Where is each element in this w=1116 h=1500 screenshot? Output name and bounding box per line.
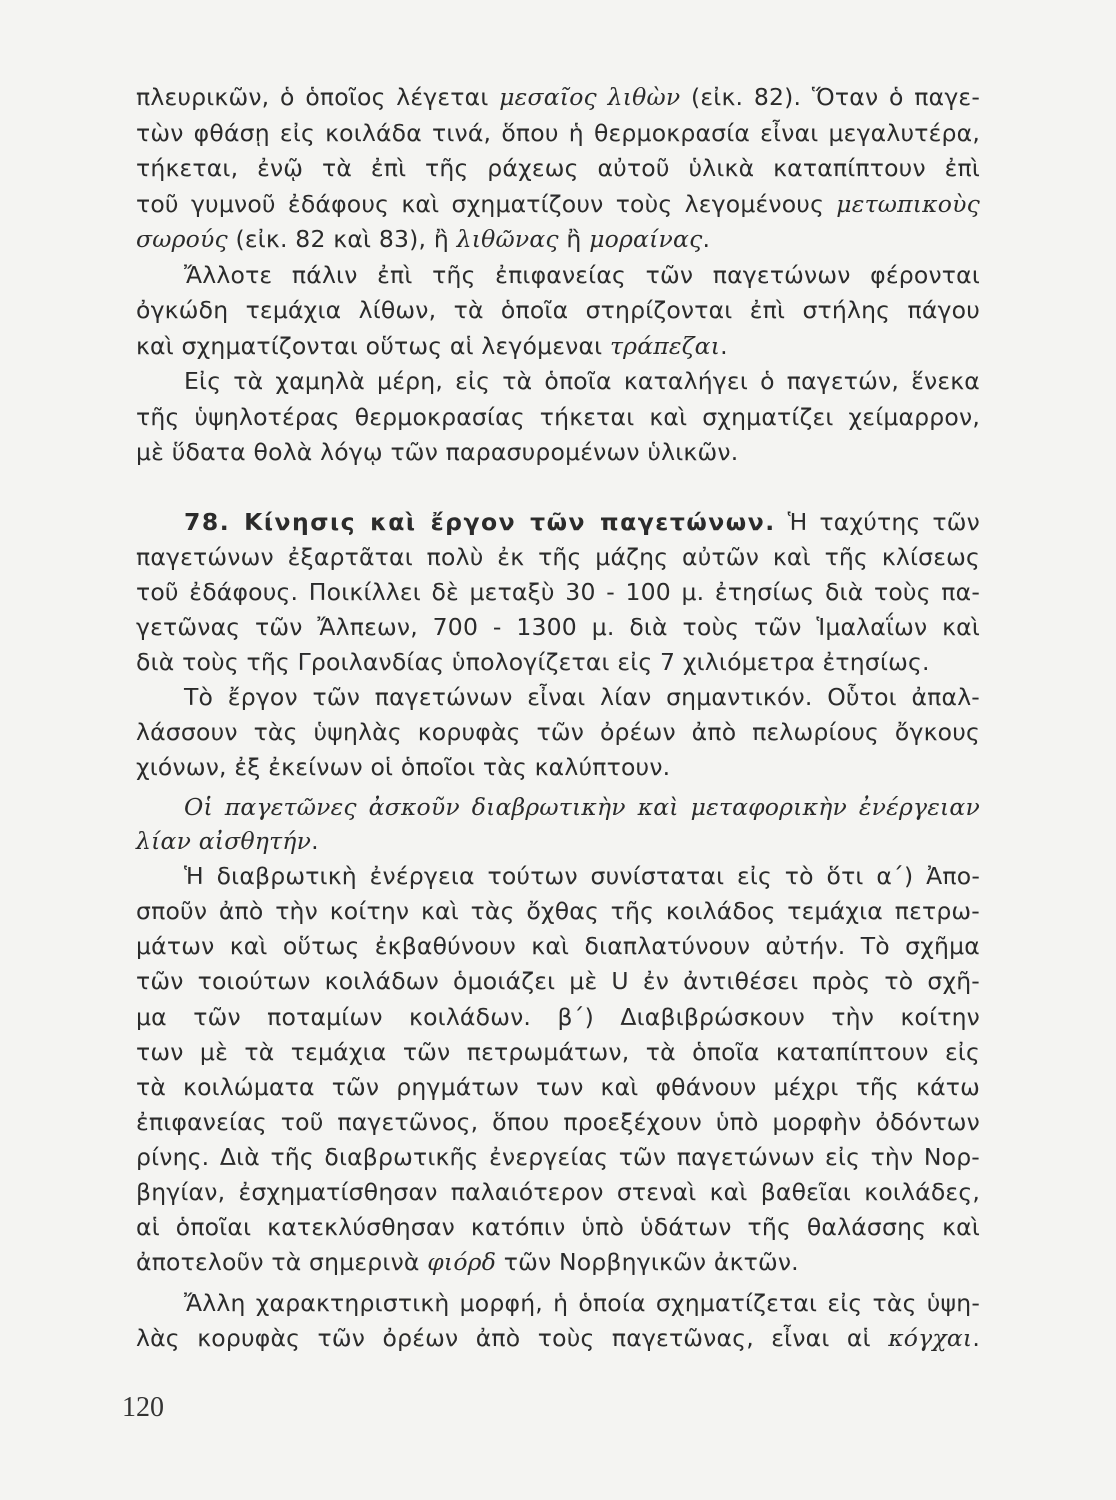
italic-term: σωρούς (136, 225, 228, 253)
italic-term: κόγχαι (888, 1324, 973, 1352)
text-line-14: τοῦ ἐδάφους. Ποικίλλει δὲ μεταξὺ 30 - 100 μ. ἐτησίως διὰ τοὺς πα- (136, 578, 980, 606)
text-line-2: τὼν φθάσῃ εἰς κοιλάδα τινά, ὅπου ἡ θερμοκρασία εἶναι μεγαλυτέρα, (136, 119, 980, 147)
text-line-26: μα τῶν ποταμίων κοιλάδων. β΄) Διαβιβρώσκουν τὴν κοίτην (136, 1003, 980, 1031)
text-line-23: σποῦν ἀπὸ τὴν κοίτην καὶ τὰς ὄχθας τῆς κοιλάδος τεμάχια πετρω- (136, 897, 980, 925)
text-segment: . (720, 332, 728, 360)
text-line-18: λάσσουν τὰς ὑψηλὰς κορυφὰς τῶν ὀρέων ἀπὸ πελωρίους ὄγκους (136, 718, 980, 746)
text-line-20 (184, 793, 980, 821)
text-line-21 (136, 827, 980, 855)
text-line-34: Ἄλλη χαρακτηριστικὴ μορφή, ἡ ὁποία σχηματίζεται εἰς τὰς ὑψη- (184, 1289, 980, 1317)
text-line-15: γετῶνας τῶν Ἄλπεων, 700 - 1300 μ. διὰ τοὺς τῶν Ἱμαλαΐων καὶ (136, 613, 980, 641)
text-line-22: Ἡ διαβρωτικὴ ἐνέργεια τούτων συνίσταται εἰς τὸ ὅτι α΄) Ἀπο- (184, 862, 980, 890)
text-segment: τοῦ γυμνοῦ ἐδάφους καὶ σχηματίζουν τοὺς λεγομένους (136, 190, 837, 218)
text-line-27: των μὲ τὰ τεμάχια τῶν πετρωμάτων, τὰ ὁποῖα καταπίπτουν εἰς (136, 1038, 980, 1066)
italic-term: λιθῶνας (456, 225, 559, 253)
italic-term: μετωπικοὺς (836, 190, 980, 218)
text-segment: ἀποτελοῦν τὰ σημερινὰ (136, 1248, 428, 1276)
text-line-6: Ἄλλοτε πάλιν ἐπὶ τῆς ἐπιφανείας τῶν παγετώνων φέρονται (184, 261, 980, 289)
text-segment: . (702, 225, 711, 253)
text-segment: (εἰκ. 82 καὶ 83), ἢ (227, 225, 457, 253)
text-line-16: διὰ τοὺς τῆς Γροιλανδίας ὑπολογίζεται εἰς 7 χιλιόμετρα ἐτησίως. (136, 648, 930, 676)
text-line-13: παγετώνων ἐξαρτᾶται πολὺ ἐκ τῆς μάζης αὐτῶν καὶ τῆς κλίσεως (136, 543, 980, 571)
text-line-29: ἐπιφανείας τοῦ παγετῶνος, ὅπου προεξέχουν ὑπὸ μορφὴν ὀδόντων (136, 1108, 980, 1136)
section-heading-line (184, 508, 980, 536)
text-segment: καὶ σχηματίζονται οὕτως αἱ λεγόμεναι (136, 332, 610, 360)
text-line-10: τῆς ὑψηλοτέρας θερμοκρασίας τήκεται καὶ σχηματίζει χείμαρρον, (136, 403, 980, 431)
section-heading: 78. Κίνησις καὶ ἔργον τῶν παγετώνων. (184, 508, 776, 536)
text-line-11: μὲ ὕδατα θολὰ λόγῳ τῶν παρασυρομένων ὑλικῶν. (136, 438, 739, 466)
text-line-33 (136, 1248, 980, 1276)
page-number: 120 (122, 1392, 164, 1423)
text-line-3: τήκεται, ἐνῷ τὰ ἐπὶ τῆς ράχεως αὐτοῦ ὑλικὰ καταπίπτουν ἐπὶ (136, 154, 980, 182)
italic-term: λίαν αἰσθητήν (136, 827, 312, 855)
text-line-35 (136, 1324, 980, 1352)
text-line-4 (136, 190, 980, 218)
text-segment: . (972, 1324, 980, 1352)
text-line-32: αἱ ὁποῖαι κατεκλύσθησαν κατόπιν ὑπὸ ὑδάτων τῆς θαλάσσης καὶ (136, 1213, 980, 1241)
text-line-1 (136, 83, 981, 111)
text-line-7: ὀγκώδη τεμάχια λίθων, τὰ ὁποῖα στηρίζονται ἐπὶ στήλης πάγου (136, 296, 980, 324)
text-segment: . (311, 827, 319, 855)
text-segment: πλευρικῶν, ὁ ὁποῖος λέγεται (136, 83, 500, 111)
italic-term: φιόρδ (427, 1248, 497, 1276)
text-line-19: χιόνων, ἐξ ἐκείνων οἱ ὁποῖοι τὰς καλύπτουν. (136, 753, 671, 781)
text-line-30: ρίνης. Διὰ τῆς διαβρωτικῆς ἐνεργείας τῶν παγετώνων εἰς τὴν Νορ- (136, 1143, 980, 1171)
text-line-28: τὰ κοιλώματα τῶν ρηγμάτων των καὶ φθάνουν μέχρι τῆς κάτω (136, 1073, 980, 1101)
italic-term: μεσαῖος λιθὼν (499, 83, 681, 111)
text-line-8 (136, 332, 980, 360)
text-line-5 (136, 225, 980, 253)
text-segment: τῶν Νορβηγικῶν ἀκτῶν. (496, 1248, 799, 1276)
text-line-24: μάτων καὶ οὕτως ἐκβαθύνουν καὶ διαπλατύνουν αὐτήν. Τὸ σχῆμα (136, 932, 980, 960)
italic-term: τράπεζαι (609, 332, 721, 360)
text-segment: ἢ (558, 225, 590, 253)
text-line-17: Τὸ ἔργον τῶν παγετώνων εἶναι λίαν σημαντικόν. Οὗτοι ἀπαλ- (184, 683, 980, 711)
text-segment: Ἡ ταχύτης τῶν (775, 508, 980, 536)
text-line-25: τῶν τοιούτων κοιλάδων ὁμοιάζει μὲ U ἐν ἀντιθέσει πρὸς τὸ σχῆ- (136, 967, 980, 995)
text-segment: λὰς κορυφὰς τῶν ὀρέων ἀπὸ τοὺς παγετῶνας, εἶναι αἱ (136, 1324, 889, 1352)
italic-term: Οἱ παγετῶνες ἀσκοῦν διαβρωτικὴν καὶ μεταφορικὴν ἐνέργειαν (184, 793, 980, 821)
text-segment: (εἰκ. 82). Ὅταν ὁ παγε- (680, 83, 981, 111)
italic-term: μοραίνας (589, 225, 703, 253)
text-line-9: Εἰς τὰ χαμηλὰ μέρη, εἰς τὰ ὁποῖα καταλήγει ὁ παγετών, ἕνεκα (184, 367, 980, 395)
text-line-31: βηγίαν, ἐσχηματίσθησαν παλαιότερον στεναὶ καὶ βαθεῖαι κοιλάδες, (136, 1178, 980, 1206)
